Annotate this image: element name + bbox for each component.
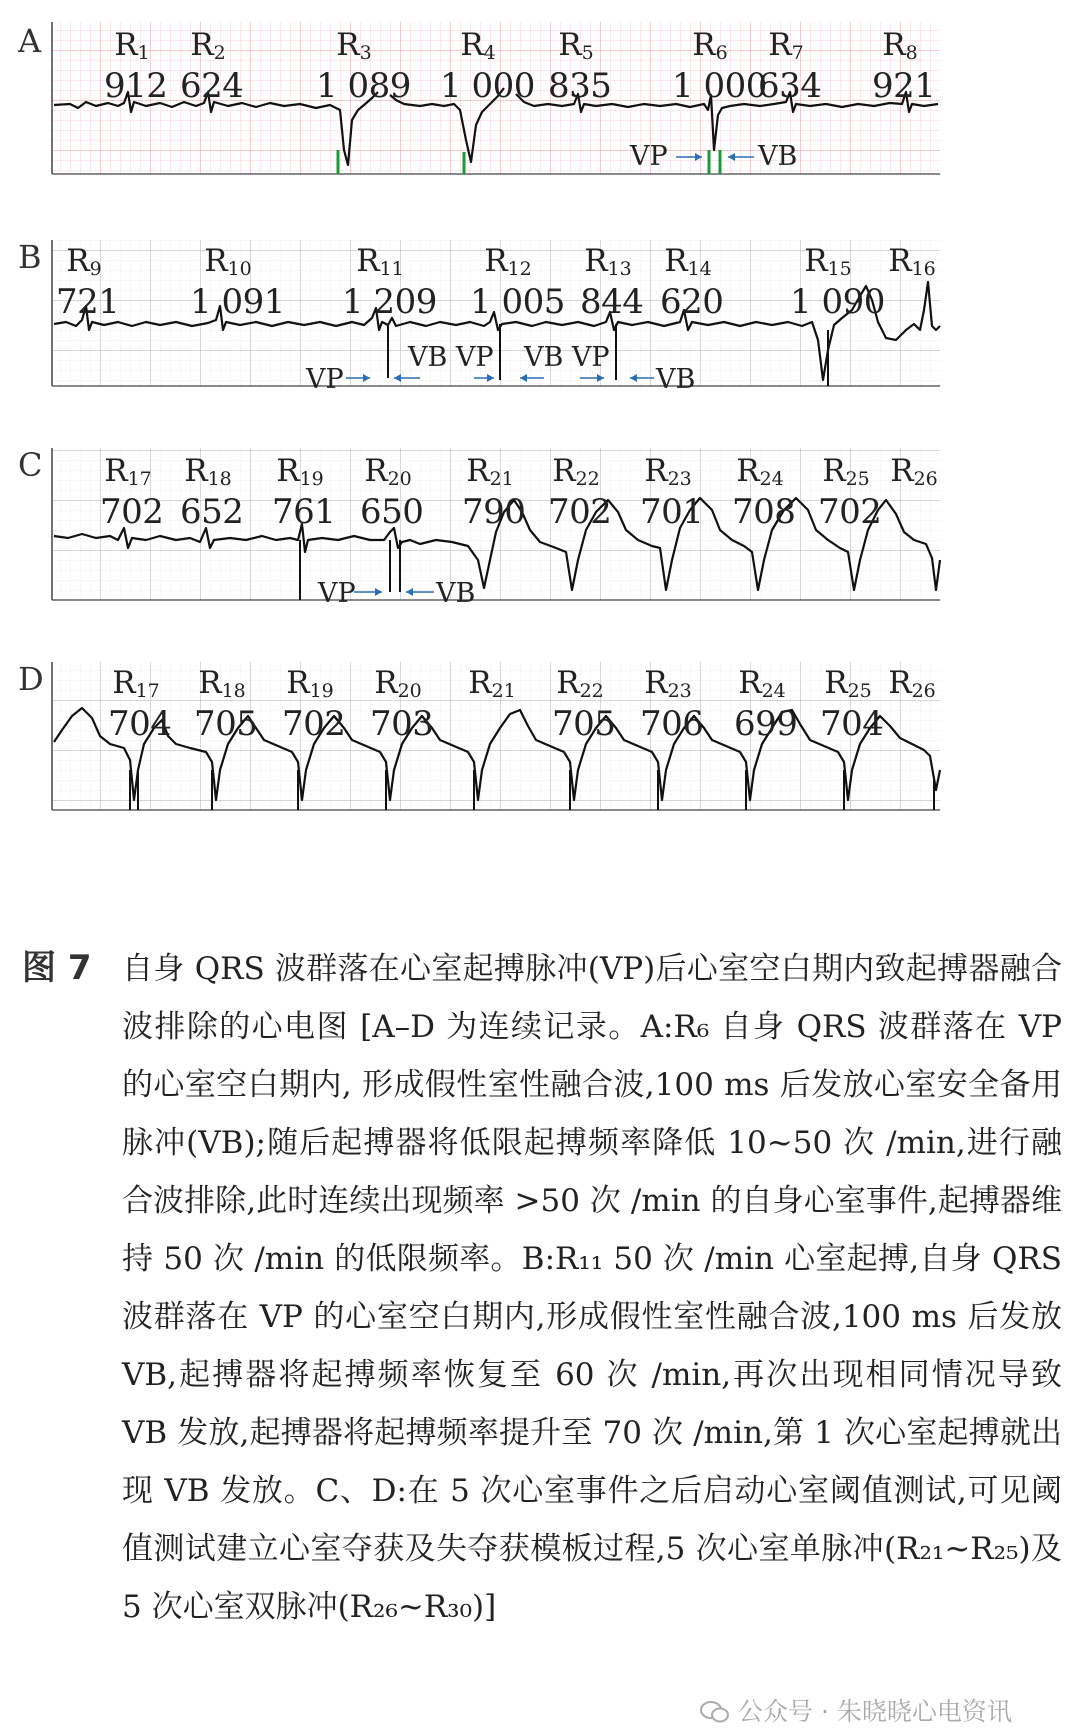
wechat-icon xyxy=(700,1700,730,1724)
panel-letter-a: A xyxy=(18,22,42,60)
panel-c-label-20: $R_{20}$ 650 xyxy=(360,453,424,532)
panel-c-label-22: $R_{22}$ 702 xyxy=(548,453,612,532)
panel-b-marker-vb: VB xyxy=(656,364,696,395)
panel-c-label-26: $R_{26}$ xyxy=(890,453,938,490)
panel-d-label-22: $R_{22}$ 705 xyxy=(552,665,616,744)
panel-c-label-17: $R_{17}$ 702 xyxy=(100,453,164,532)
figure-number: 图 7 xyxy=(22,948,92,988)
panel-a-label-1: $R_1$ 912 xyxy=(104,27,168,106)
panel-c-marker-vp: VP xyxy=(318,578,356,609)
panel-c-label-21: $R_{21}$ 790 xyxy=(462,453,526,532)
panel-a-label-2: $R_2$ 624 xyxy=(180,27,244,106)
panel-b-label-9: $R_9$ 721 xyxy=(56,243,120,322)
panel-d-label-24: $R_{24}$ 699 xyxy=(734,665,798,744)
panel-letter-d: D xyxy=(18,660,44,698)
panel-letter-c: C xyxy=(18,446,43,484)
panel-c-label-19: $R_{19}$ 761 xyxy=(272,453,336,532)
panel-d-label-20: $R_{20}$ 703 xyxy=(370,665,434,744)
panel-d-label-19: $R_{19}$ 702 xyxy=(282,665,346,744)
watermark xyxy=(700,1692,1012,1728)
panel-b-marker-vbvp-2: VB VP xyxy=(524,342,610,373)
panel-a-label-4: $R_4$ 1 000 xyxy=(440,27,535,106)
panel-c-label-23: $R_{23}$ 701 xyxy=(640,453,704,532)
watermark-text: 公众号 · 朱晓晓心电资讯 xyxy=(738,1697,1012,1726)
panel-d-label-23: $R_{23}$ 706 xyxy=(640,665,704,744)
panel-a-label-8: $R_8$ 921 xyxy=(872,27,936,106)
panel-a-marker-vb: VB xyxy=(758,141,798,172)
panel-b-label-10: $R_{10}$ 1 091 xyxy=(190,243,285,322)
panel-b-label-14: $R_{14}$ 620 xyxy=(660,243,724,322)
panel-d-label-26: $R_{26}$ xyxy=(888,665,936,702)
panel-b-label-15: $R_{15}$ 1 090 xyxy=(790,243,885,322)
panel-a-label-5: $R_5$ 835 xyxy=(548,27,612,106)
panel-d-label-25: $R_{25}$ 704 xyxy=(820,665,884,744)
caption-text: 自身 QRS 波群落在心室起搏脉冲(VP)后心室空白期内致起搏器融合波排除的心电图 [A–D 为连续记录。A:R₆ 自身 QRS 波群落在 VP 的心室空白期内, 形成假性室性融合波,100 ms 后发放心室安全备用脉冲(VB);随后起搏器将低限起搏频率降低 10~50 次 /min,进行融合波排除,此时连续出现频率 >50 次 /min 的自身心室事件,起搏器维持 50 次 /min 的低限频率。B:R₁₁ 50 次 /min 心室起搏,自身 QRS 波群落在 VP 的心室空白期内,形成假性室性融合波,100 ms 后发放 VB,起搏器将起搏频率恢复至 60 次 /min,再次出现相同情况导致 VB 发放,起搏器将起搏频率提升至 70 次 /min,第 1 次心室起搏就出现 VB 发放。C、D:在 5 次心室事件之后启动心室阈值测试,可见阈值测试建立心室夺获及失夺获模板过程,5 次心室单脉冲(R₂₁~R₂₅)及 5 次心室双脉冲(R₂₆~R₃₀)] xyxy=(122,951,1062,1625)
panel-b-marker-vp: VP xyxy=(306,364,344,395)
panel-c-label-24: $R_{24}$ 708 xyxy=(732,453,796,532)
panel-b-marker-vbvp-1: VB VP xyxy=(408,342,494,373)
panel-d-label-21: $R_{21}$ xyxy=(468,665,516,702)
panel-c-marker-vb: VB xyxy=(436,578,476,609)
panel-a-label-6: $R_6$ 1 000 xyxy=(672,27,767,106)
panel-a-marker-vp: VP xyxy=(630,141,668,172)
panel-d-label-18: $R_{18}$ 705 xyxy=(194,665,258,744)
panel-b-label-13: $R_{13}$ 844 xyxy=(580,243,644,322)
panel-d-label-17: $R_{17}$ 704 xyxy=(108,665,172,744)
panel-c-label-18: $R_{18}$ 652 xyxy=(180,453,244,532)
panel-c-label-25: $R_{25}$ 702 xyxy=(818,453,882,532)
panel-a-label-7: $R_7$ 634 xyxy=(758,27,822,106)
panel-b-label-16: $R_{16}$ xyxy=(888,243,936,280)
panel-b-label-12: $R_{12}$ 1 005 xyxy=(470,243,565,322)
panel-letter-b: B xyxy=(18,238,42,276)
panel-a-label-3: $R_3$ 1 089 xyxy=(316,27,411,106)
panel-b-label-11: $R_{11}$ 1 209 xyxy=(342,243,437,322)
